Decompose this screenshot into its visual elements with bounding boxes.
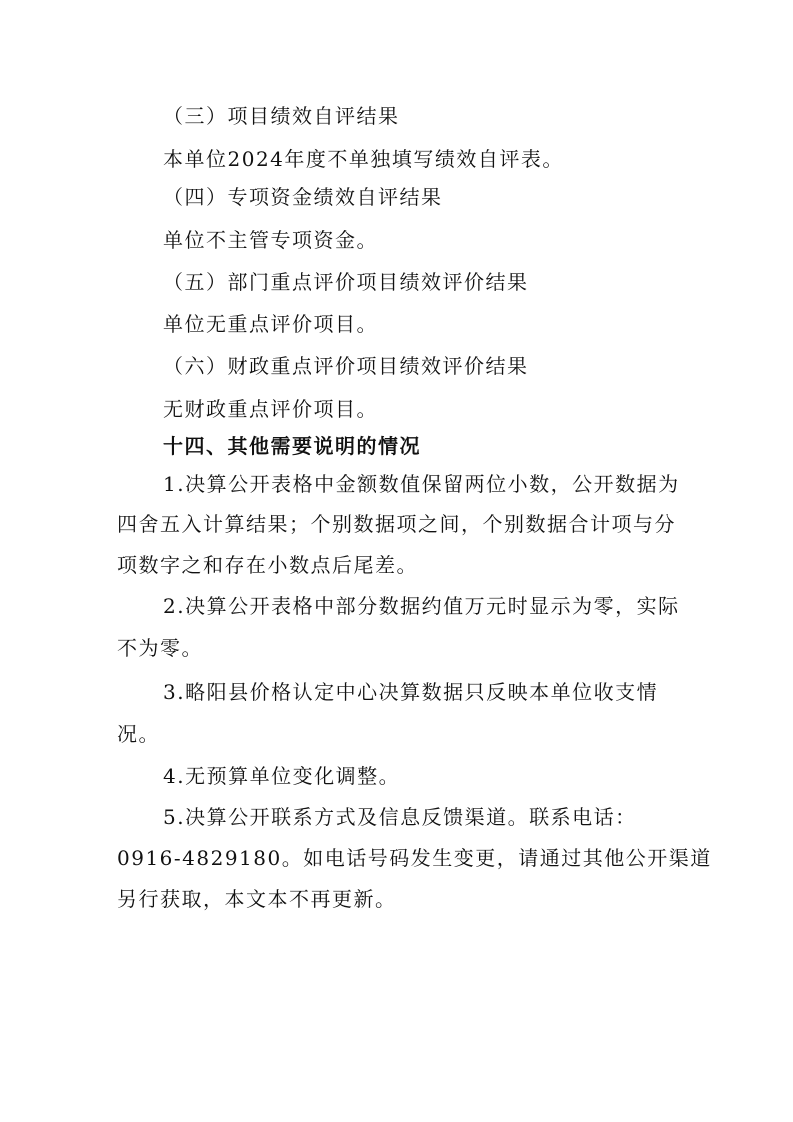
subsection-4-heading: （四）专项资金绩效自评结果 [163,185,443,209]
section-14-title: 十四、其他需要说明的情况 [163,434,421,458]
subsection-3-heading: （三）项目绩效自评结果 [163,104,400,128]
item-2-line-1: 2.决算公开表格中部分数据约值万元时显示为零，实际 [163,594,680,618]
subsection-6-body: 无财政重点评价项目。 [163,397,378,421]
item-4-line-1: 4.无预算单位变化调整。 [163,764,401,788]
subsection-4-body: 单位不主管专项资金。 [163,228,378,252]
item-1-line-1: 1.决算公开表格中金额数值保留两位小数，公开数据为 [163,472,680,496]
subsection-6-heading: （六）财政重点评价项目绩效评价结果 [163,354,529,378]
item-3-line-2: 况。 [117,722,160,746]
item-2-line-2: 不为零。 [117,636,203,660]
item-5-line-3: 另行获取，本文本不再更新。 [117,887,397,911]
subsection-3-body: 本单位2024年度不单独填写绩效自评表。 [163,147,564,171]
item-3-line-1: 3.略阳县价格认定中心决算数据只反映本单位收支情 [163,680,659,704]
subsection-5-body: 单位无重点评价项目。 [163,312,378,336]
item-5-line-1: 5.决算公开联系方式及信息反馈渠道。联系电话： [163,805,637,829]
item-5-line-2: 0916-4829180。如电话号码发生变更，请通过其他公开渠道 [117,846,712,870]
item-1-line-3: 项数字之和存在小数点后尾差。 [117,553,418,577]
subsection-5-heading: （五）部门重点评价项目绩效评价结果 [163,270,529,294]
item-1-line-2: 四舍五入计算结果；个别数据项之间，个别数据合计项与分 [117,512,676,536]
